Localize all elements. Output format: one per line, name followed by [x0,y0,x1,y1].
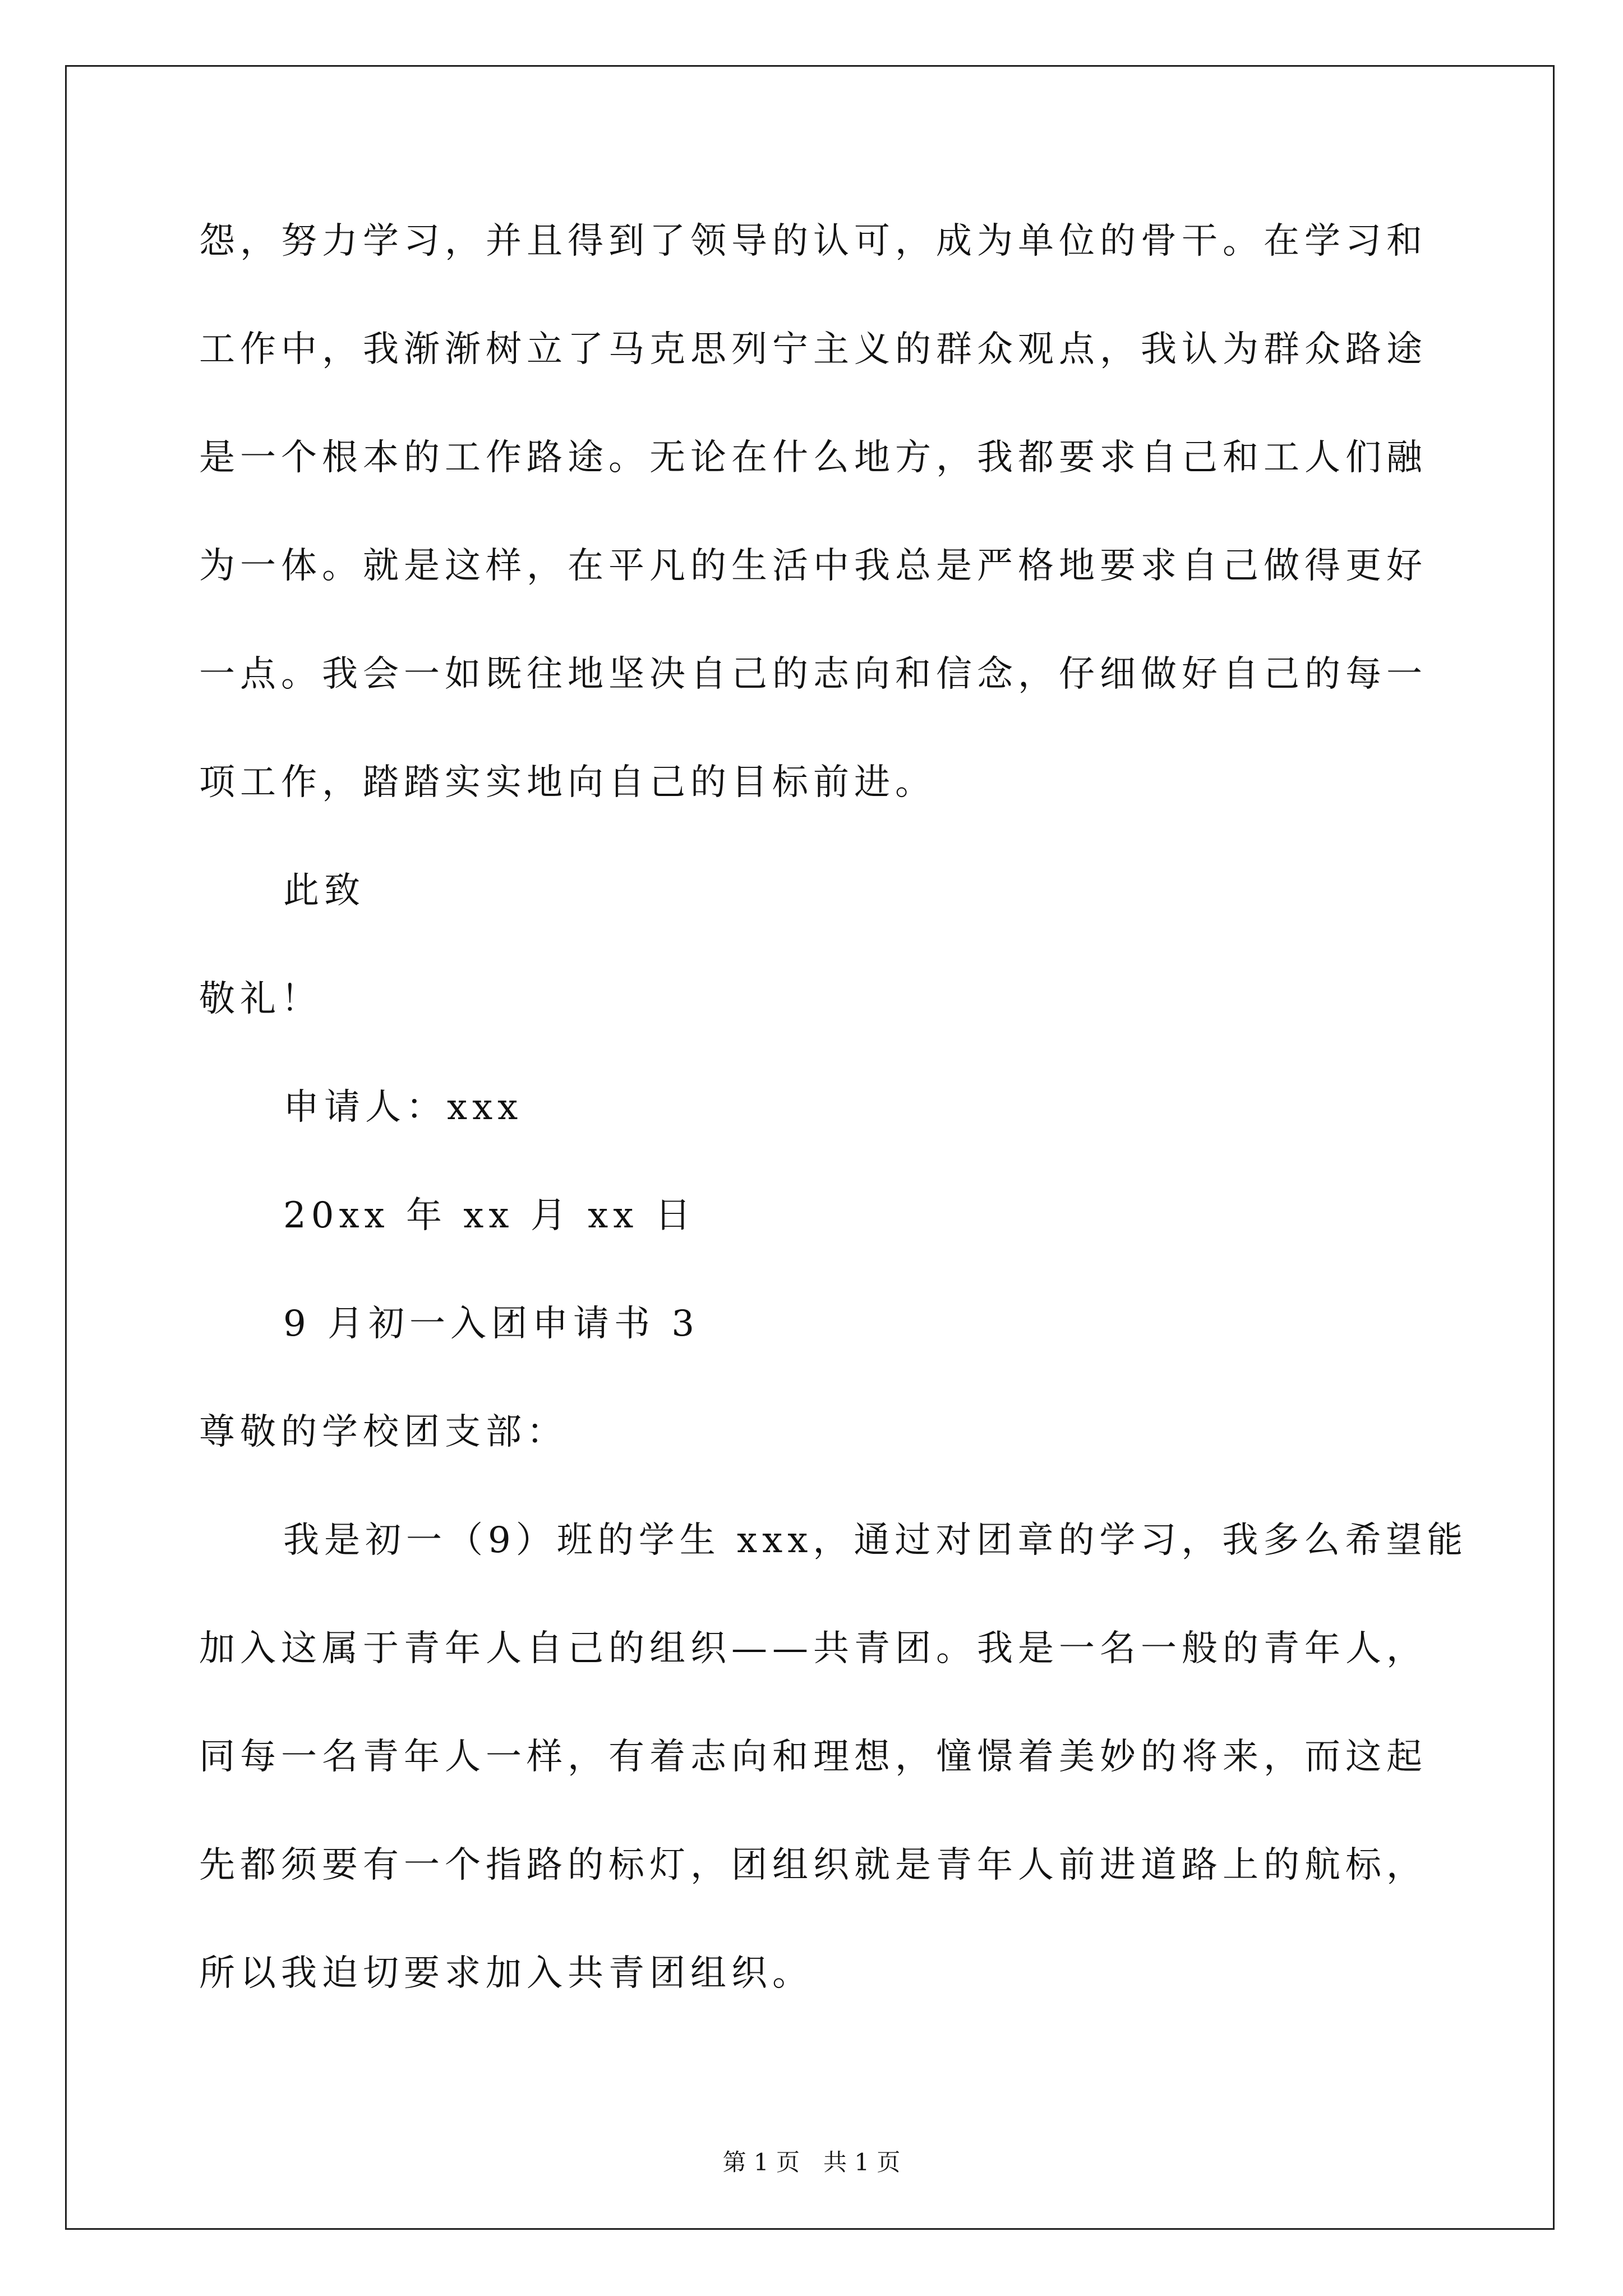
section-title: 9 月初一入团申请书 3 [283,1303,700,1345]
body-line: 我是初一（9）班的学生 xxx，通过对团章的学习，我多么希望能 [283,1520,1468,1561]
body-line: 怨，努力学习，并且得到了领导的认可，成为单位的骨干。在学习和 [199,220,1427,262]
body-line: 工作中，我渐渐树立了马克思列宁主义的群众观点，我认为群众路途 [199,329,1427,370]
body-line: 同每一名青年人一样，有着志向和理想，憧憬着美妙的将来，而这起 [199,1736,1427,1778]
body-line: 为一体。就是这样，在平凡的生活中我总是严格地要求自己做得更好 [199,545,1427,587]
closing-regards: 敬礼！ [199,978,322,1020]
greeting-line: 尊敬的学校团支部： [199,1411,568,1453]
body-line: 所以我迫切要求加入共青团组织。 [199,1953,813,1994]
date-line: 20xx 年 xx 月 xx 日 [283,1195,696,1236]
applicant-signature: 申请人：xxx [283,1087,523,1128]
body-line: 加入这属于青年人自己的组织——共青团。我是一名一般的青年人， [199,1628,1427,1669]
body-line: 项工作，踏踏实实地向自己的目标前进。 [199,762,936,803]
page-border [65,65,1555,2230]
page-footer: 第 1 页 共 1 页 [722,2148,901,2176]
body-line: 一点。我会一如既往地坚决自己的志向和信念，仔细做好自己的每一 [199,654,1427,695]
body-line: 是一个根本的工作路途。无论在什么地方，我都要求自己和工人们融 [199,437,1427,478]
body-line: 先都须要有一个指路的标灯，团组织就是青年人前进道路上的航标， [199,1844,1427,1886]
closing-salutation: 此致 [283,870,365,912]
